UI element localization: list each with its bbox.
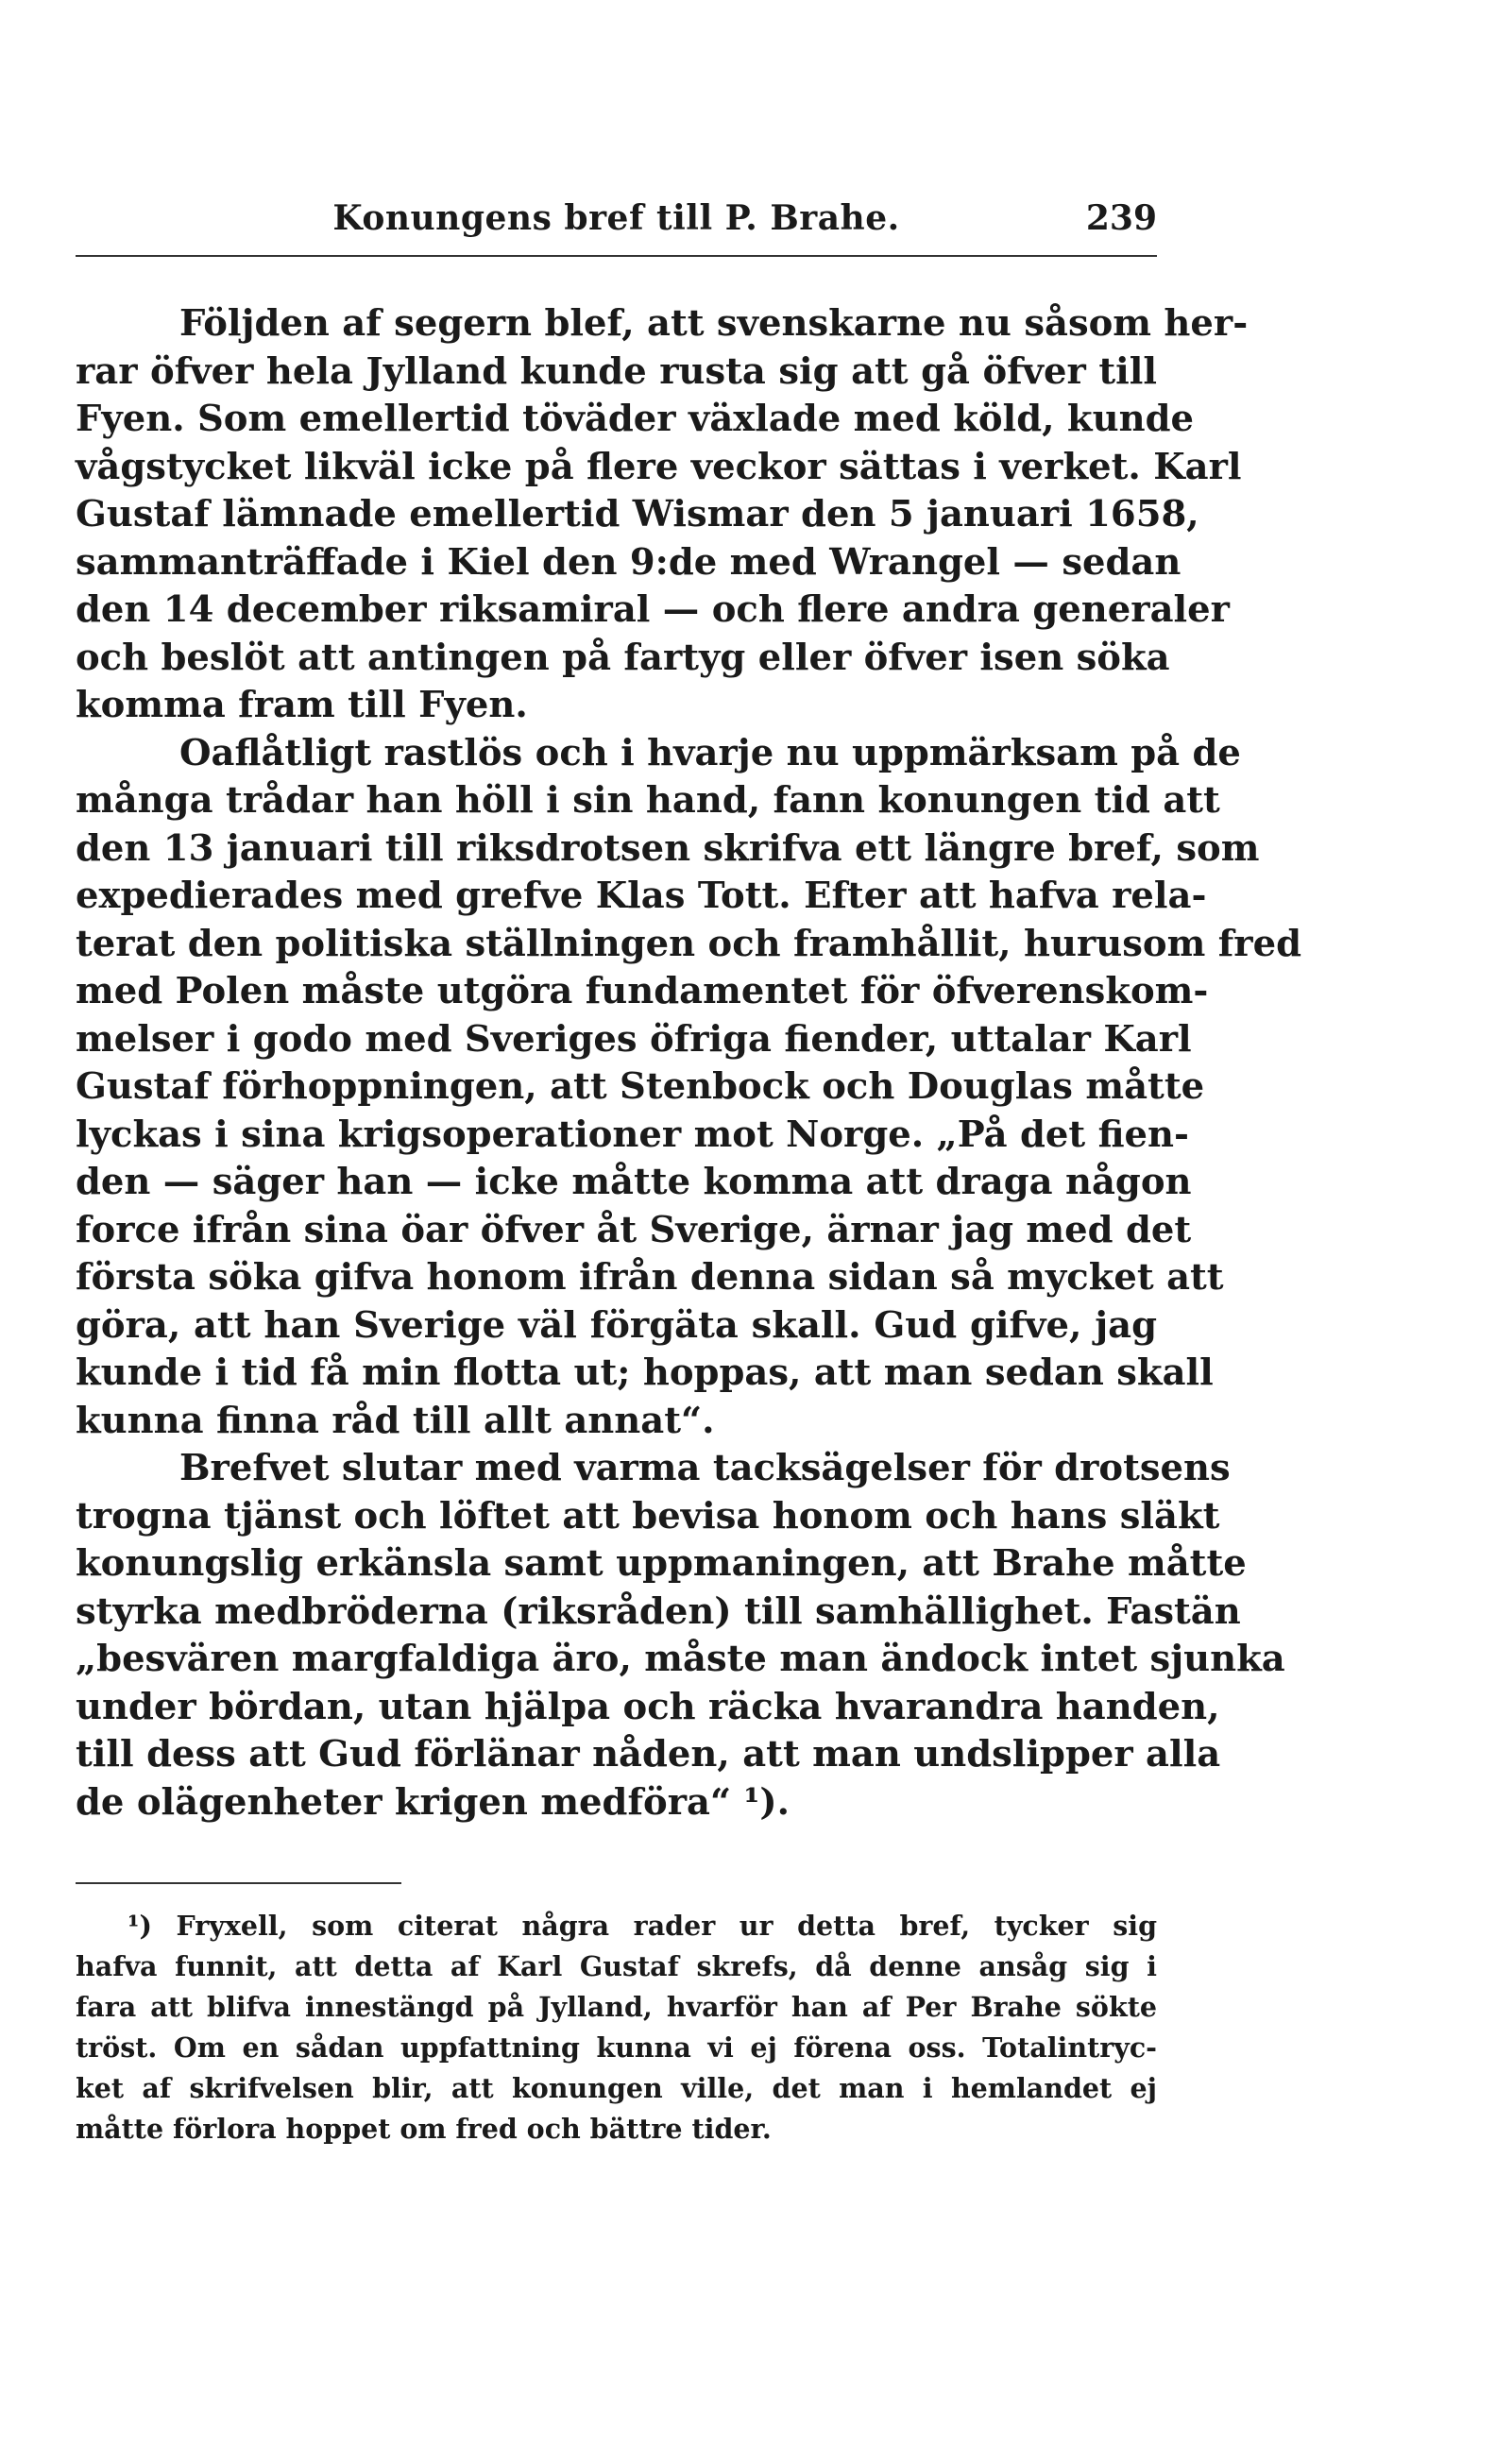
text-line: Oaflåtligt rastlös och i hvarje nu uppmärksam på de: [179, 731, 1241, 774]
footnote-line: tröst. Om en sådan uppfattning kunna vi ej förena oss. Totalintryc-: [76, 2031, 1157, 2064]
page-number: 239: [1085, 198, 1157, 238]
text-line: expedierades med grefve Klas Tott. Efter att hafva rela-: [76, 875, 1207, 917]
text-line: rar öfver hela Jylland kunde rusta sig att gå öfver till: [76, 349, 1157, 393]
text-line: konungslig erkänsla samt uppmaningen, att Brahe måtte: [76, 1542, 1247, 1585]
text-line: trogna tjänst och löftet att bevisa honom och hans släkt: [76, 1494, 1220, 1538]
paragraph-1: [76, 300, 1249, 730]
text-line: lyckas i sina krigsoperationer mot Norge. „På det fien-: [76, 1113, 1190, 1156]
text-line: första söka gifva honom ifrån denna sidan så mycket att: [76, 1256, 1224, 1299]
footnote-line: ket af skrifvelsen blir, att konungen ville, det man i hemlandet ej: [76, 2072, 1157, 2104]
text-line: Gustaf lämnade emellertid Wismar den 5 januari 1658,: [76, 493, 1199, 535]
footnote-line: fara att blifva innestängd på Jylland, hvarför han af Per Brahe sökte: [76, 1991, 1157, 2023]
text-line: under bördan, utan hjälpa och räcka hvarandra handen,: [76, 1685, 1220, 1728]
body-text: [76, 300, 1302, 1827]
text-line: styrka medbröderna (riksråden) till samhällighet. Fastän: [76, 1589, 1241, 1633]
text-line: göra, att han Sverige väl förgäta skall. Gud gifve, jag: [76, 1303, 1157, 1347]
running-header: [76, 198, 1157, 246]
footnote-line: måtte förlora hoppet om fred och bättre tider.: [76, 2113, 772, 2145]
paragraph-2: [76, 730, 1302, 1446]
header-title: Konungens bref till P. Brahe.: [332, 198, 900, 238]
text-line: med Polen måste utgöra fundamentet för öfverenskom-: [76, 970, 1209, 1012]
paragraph-3: [76, 1445, 1285, 1827]
text-line: och beslöt att antingen på fartyg eller öfver isen söka: [76, 636, 1170, 679]
text-line: kunde i tid få min flotta ut; hoppas, att man sedan skall: [76, 1351, 1214, 1394]
text-line: Brefvet slutar med varma tacksägelser för drotsens: [179, 1447, 1231, 1489]
footnote: [76, 1906, 1157, 2150]
text-line: vågstycket likväl icke på flere veckor sättas i verket. Karl: [76, 445, 1242, 488]
header-rule: [76, 255, 1157, 257]
text-line: terat den politiska ställningen och framhållit, hurusom fred: [76, 922, 1302, 965]
text-line: Gustaf förhoppningen, att Stenbock och Douglas måtte: [76, 1065, 1205, 1108]
text-line: Fyen. Som emellertid töväder växlade med köld, kunde: [76, 398, 1194, 440]
text-line: komma fram till Fyen.: [76, 684, 528, 726]
text-line: melser i godo med Sveriges öfriga fiender, uttalar Karl: [76, 1017, 1192, 1061]
text-line: till dess att Gud förlänar nåden, att man undslipper alla: [76, 1733, 1221, 1776]
footnote-rule: [76, 1882, 401, 1884]
text-line: den 14 december riksamiral — och flere andra generaler: [76, 588, 1230, 631]
text-line: „besvären margfaldiga äro, måste man ändock intet sjunka: [76, 1638, 1285, 1680]
text-line: den 13 januari till riksdrotsen skrifva ett längre bref, som: [76, 826, 1260, 870]
text-line: sammanträffade i Kiel den 9:de med Wrangel — sedan: [76, 540, 1182, 584]
footnote-line: hafva funnit, att detta af Karl Gustaf skrefs, då denne ansåg sig i: [76, 1950, 1157, 1982]
footnote-line: ¹) Fryxell, som citerat några rader ur detta bref, tycker sig: [128, 1910, 1157, 1942]
text-line: de olägenheter krigen medföra“ ¹).: [76, 1780, 790, 1824]
text-line: Följden af segern blef, att svenskarne nu såsom her-: [179, 302, 1249, 345]
text-line: force ifrån sina öar öfver åt Sverige, ärnar jag med det: [76, 1208, 1192, 1251]
text-line: den — säger han — icke måtte komma att draga någon: [76, 1161, 1192, 1203]
text-line: många trådar han höll i sin hand, fann konungen tid att: [76, 779, 1220, 822]
text-line: kunna finna råd till allt annat“.: [76, 1399, 715, 1442]
